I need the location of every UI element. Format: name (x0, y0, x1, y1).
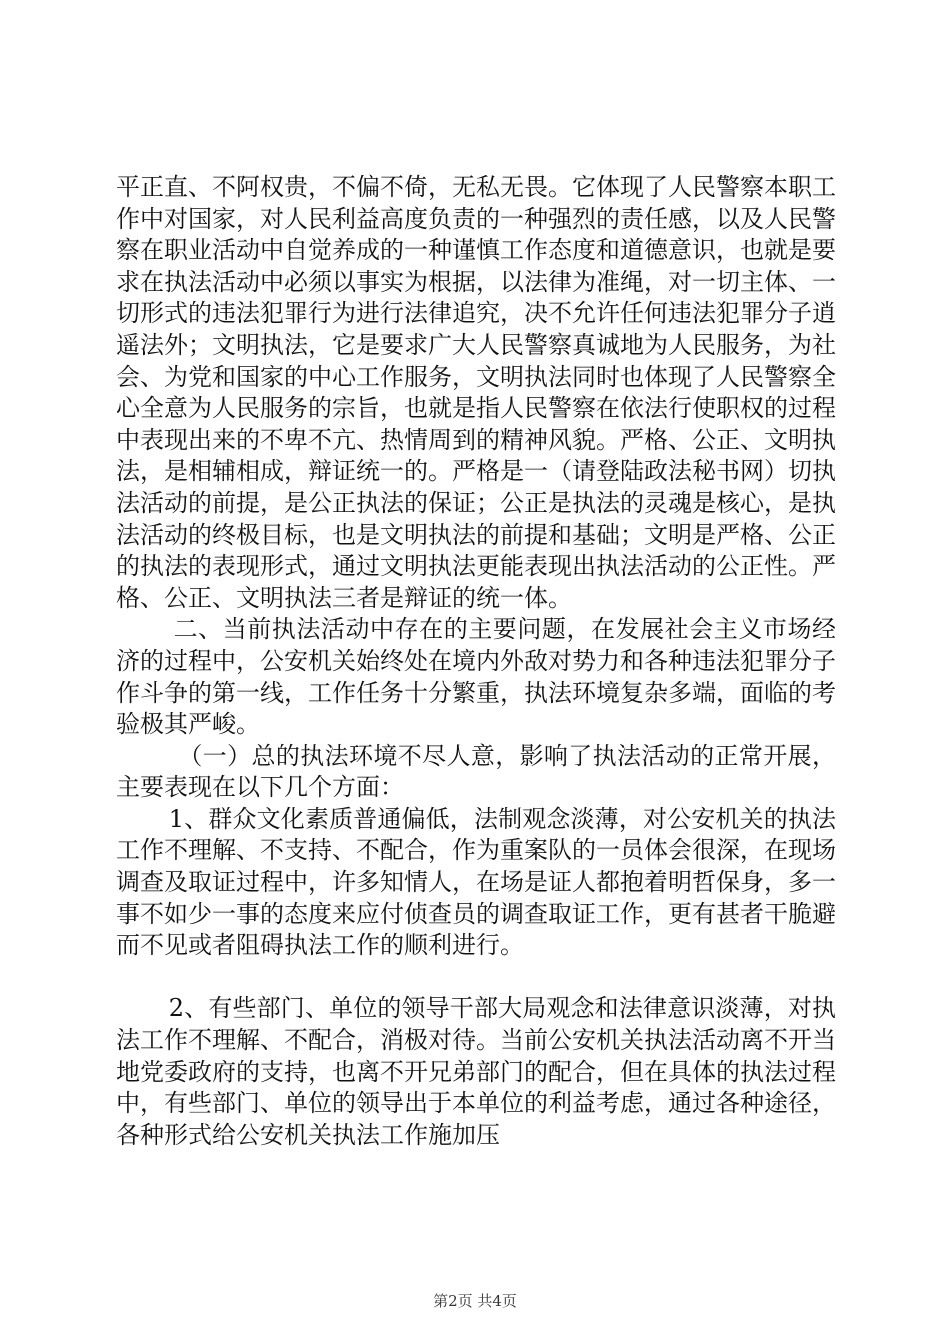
paragraph-subsection-one: （一）总的执法环境不尽人意，影响了执法活动的正常开展，主要表现在以下几个方面： (116, 741, 836, 802)
paragraph-spacer (116, 962, 836, 994)
paragraph-continuation: 平正直、不阿权贵，不偏不倚，无私无畏。它体现了人民警察本职工作中对国家，对人民利益高度负责的一种强烈的责任感，以及人民警察在职业活动中自觉养成的一种谨慎工作态度和道德意识，也就是要求在执法活动中必须以事实为根据，以法律为准绳，对一切主体、一切形式的违法犯罪行为进行法律追究，决不允许任何违法犯罪分子逍遥法外；文明执法，它是要求广大人民警察真诚地为人民服务，为社会、为党和国家的中心工作服务，文明执法同时也体现了人民警察全心全意为人民服务的宗旨，也就是指人民警察在依法行使职权的过程中表现出来的不卑不亢、热情周到的精神风貌。严格、公正、文明执法，是相辅相成，辩证统一的。严格是一（请登陆政法秘书网）切执法活动的前提，是公正执法的保证；公正是执法的灵魂是核心，是执法活动的终极目标，也是文明执法的前提和基础；文明是严格、公正的执法的表现形式，通过文明执法更能表现出执法活动的公正性。严格、公正、文明执法三者是辩证的统一体。 (116, 173, 836, 612)
page-number-footer: 第2页 共4页 (433, 1292, 517, 1310)
document-body (116, 172, 836, 1151)
paragraph-section-two: 二、当前执法活动中存在的主要问题，在发展社会主义市场经济的过程中，公安机关始终处在境内外敌对势力和各种违法犯罪分子作斗争的第一线，工作任务十分繁重，执法环境复杂多端，面临的考验极其严峻。 (116, 615, 836, 739)
paragraph-item-one: 1、群众文化素质普通偏低，法制观念淡薄，对公安机关的执法工作不理解、不支持、不配合，作为重案队的一员体会很深，在现场调查及取证过程中，许多知情人，在场是证人都抱着明哲保身，多一事不如少一事的态度来应付侦查员的调查取证工作，更有甚者干脆避而不见或者阻碍执法工作的顺利进行。 (116, 804, 836, 960)
paragraph-item-two: 2、有些部门、单位的领导干部大局观念和法律意识淡薄，对执法工作不理解、不配合，消极对待。当前公安机关执法活动离不开当地党委政府的支持，也离不开兄弟部门的配合，但在具体的执法过程中，有些部门、单位的领导出于本单位的利益考虑，通过各种途径，各种形式给公安机关执法工作施加压 (116, 994, 836, 1149)
